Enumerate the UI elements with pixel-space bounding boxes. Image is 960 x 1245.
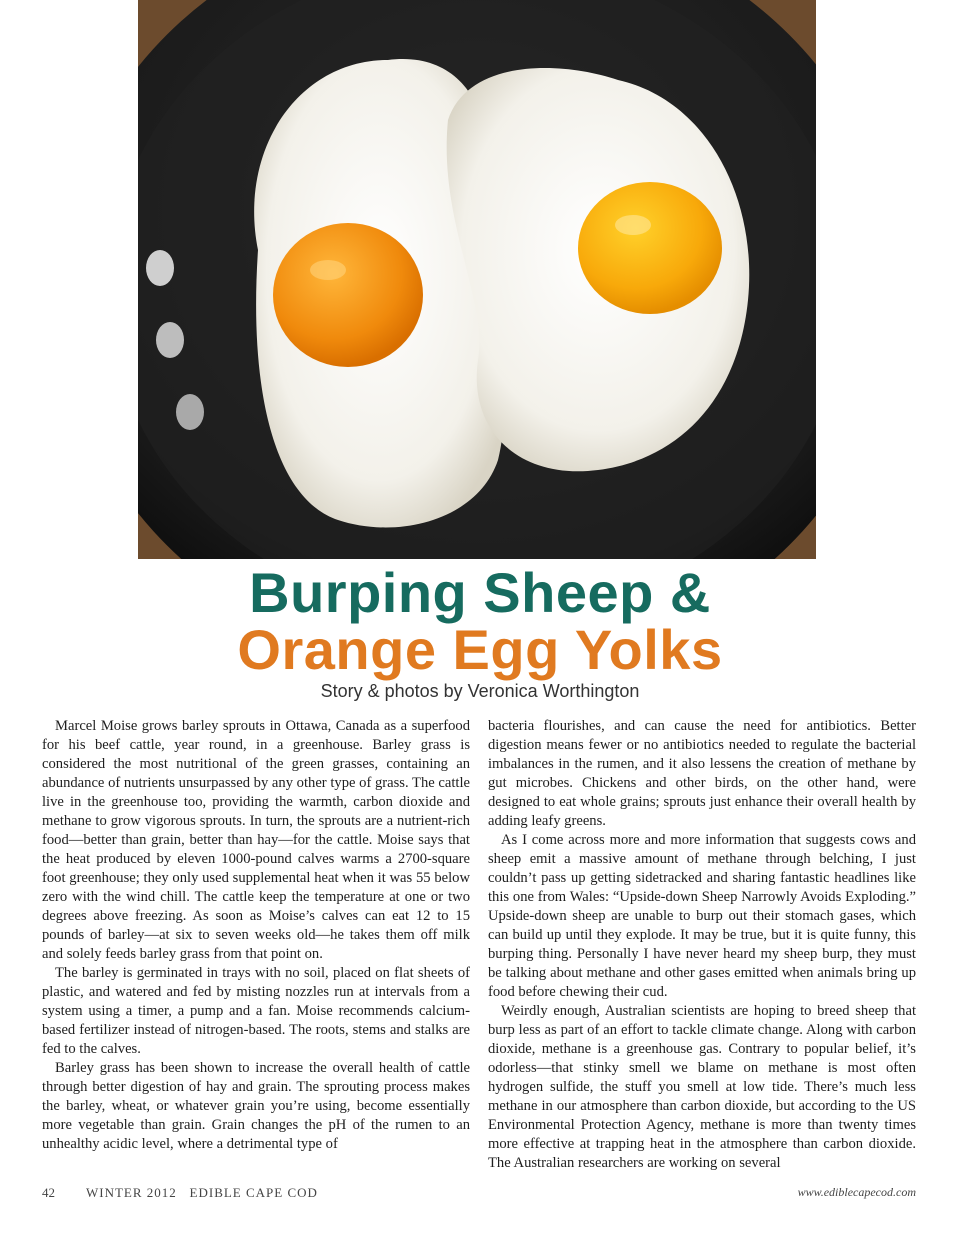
paragraph: Weirdly enough, Australian scientists are hoping to breed sheep that burp less as part of an effort to tackle climate change. Along with carbon dioxide, methane is a greenhouse gas. Contrary to popular belief, it’s odorless—that stinky smell we blame on methane is most often hydrogen sulfide, the stuff you smell at low tide. There’s much less methane in our atmosphere than carbon dioxide, but according to the US Environmental Protection Agency, methane is more than twenty times more effective at trapping heat in the atmosphere than carbon dioxide. The Australian researchers are working on several bbox=[488, 1003, 916, 1171]
right-column bbox=[488, 717, 916, 1177]
left-column bbox=[42, 717, 470, 1177]
fried-eggs-photo bbox=[138, 0, 816, 559]
byline: Story & photos by Veronica Worthington bbox=[320, 681, 640, 701]
issue-label: WINTER 2012 EDIBLE CAPE COD bbox=[86, 1185, 318, 1200]
headline-line-2: Orange Egg Yolks bbox=[237, 618, 723, 681]
page-number: 42 bbox=[42, 1185, 55, 1200]
paragraph: Barley grass has been shown to increase the overall health of cattle through better digestion of hay and grain. The sprouting process makes the barley, wheat, or whatever grain you’re using, become essentially more vegetable than grain. Grain changes the pH of the rumen to an unhealthy acidic level, where a detrimental type of bbox=[42, 1060, 470, 1152]
paragraph: The barley is germinated in trays with no soil, placed on flat sheets of plastic, and watered and fed by misting nozzles run at intervals from a system using a timer, a pump and a fan. Moise recommends calcium-based fertilizer instead of nitrogen-based. The roots, stems and stalks are fed to the calves. bbox=[42, 965, 470, 1057]
fried-eggs-in-pan-photo-icon bbox=[138, 0, 816, 559]
paragraph: Marcel Moise grows barley sprouts in Ottawa, Canada as a superfood for his beef cattle, year round, in a greenhouse. Barley grass is considered the most nutritional of the green grasses, containing an abundance of nutrients unsurpassed by any other type of grass. The cattle live in the greenhouse too, providing the warmth, carbon dioxide and methane to grow vigorous sprouts. In turn, the sprouts are a nutrient-rich food—better than grain, better than hay—for the cattle. Moise says that the heat produced by eleven 1000-pound calves warms a 2700-square foot greenhouse; they only used supplemental heat when it was 55 below zero with the wind chill. The cattle keep the temperature at one or two degrees above freezing. As soon as Moise’s calves can eat 12 to 15 pounds of barley—at six to seven weeks old—he takes them off milk and solely feeds barley grass from that point on. bbox=[42, 718, 470, 962]
paragraph: As I come across more and more information that suggests cows and sheep emit a massive amount of methane through belching, I just couldn’t pass up getting sidetracked and sharing fantastic headlines like this one from Wales: “Upside-down Sheep Narrowly Avoids Exploding.” Upside-down sheep are unable to burp out their stomach gases, which can build up until they explode. It may be true, but it is quite funny, this burping thing. Personally I have never heard my sheep burp, they must be talking about methane and other gases emitted when animals bring up food before chewing their cud. bbox=[488, 832, 916, 1000]
headline-line-1: Burping Sheep & bbox=[249, 561, 711, 624]
paragraph: bacteria flourishes, and can cause the need for antibiotics. Better digestion means fewer or no antibiotics needed to regulate the bacterial imbalances in the rumen, and it also lessens the creation of methane by gut microbes. Chickens and other birds, on the other hand, were designed to eat whole grains; sprouts just enhance their overall health by adding leafy greens. bbox=[488, 718, 916, 829]
website-url: www.ediblecapecod.com bbox=[797, 1185, 916, 1199]
page-footer bbox=[42, 1185, 916, 1205]
